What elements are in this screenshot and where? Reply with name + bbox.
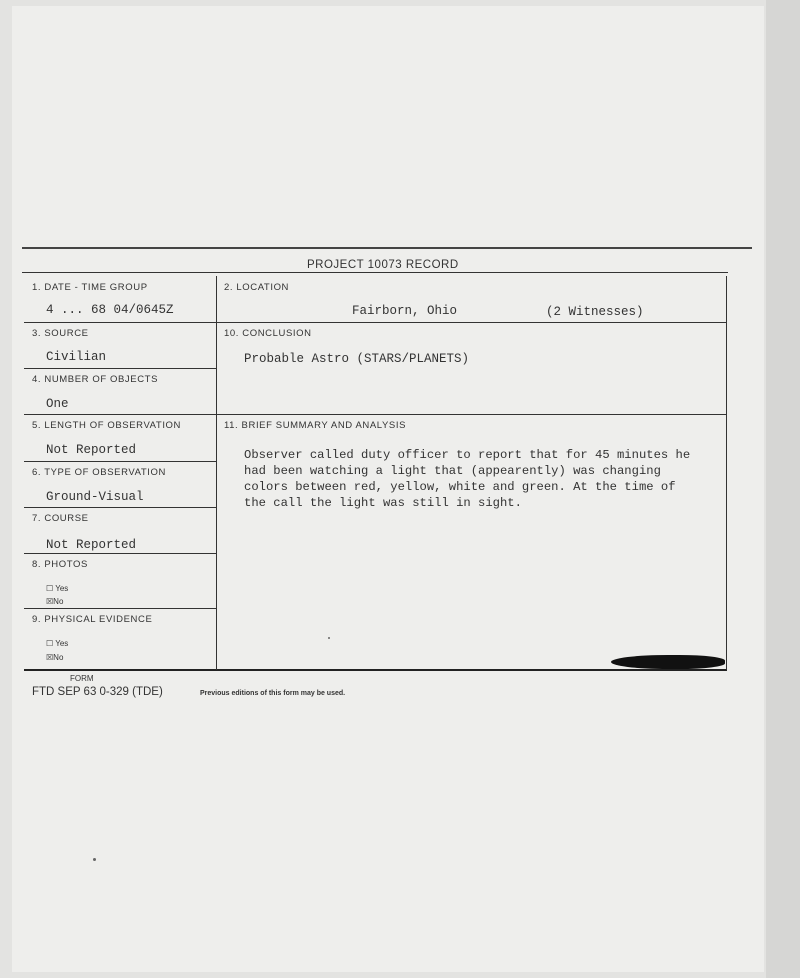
photos-label: 8. PHOTOS xyxy=(32,559,88,570)
type-label: 6. TYPE OF OBSERVATION xyxy=(32,467,166,478)
summary-line: had been watching a light that (appearently) was changing xyxy=(244,464,661,478)
summary-line: colors between red, yellow, white and green. At the time of xyxy=(244,480,676,494)
speck xyxy=(93,858,96,861)
objects-value: One xyxy=(46,397,69,411)
ink-blot xyxy=(611,655,725,669)
header-rule xyxy=(22,272,728,273)
photos-no-option: ☒No xyxy=(46,597,64,606)
evidence-label: 9. PHYSICAL EVIDENCE xyxy=(32,614,153,625)
course-label: 7. COURSE xyxy=(32,513,89,524)
row-divider-7 xyxy=(24,608,216,609)
summary-line: Observer called duty officer to report that for 45 minutes he xyxy=(244,448,691,462)
location-value: Fairborn, Ohio xyxy=(352,304,458,318)
conclusion-value: Probable Astro (STARS/PLANETS) xyxy=(244,352,470,366)
photos-yes-option: ☐ Yes xyxy=(46,584,69,593)
scan-edge xyxy=(766,0,800,978)
row-divider-5 xyxy=(24,507,216,508)
source-value: Civilian xyxy=(46,350,107,364)
evidence-yes-option: ☐ Yes xyxy=(46,639,69,648)
speck xyxy=(328,637,330,639)
witnesses-note: (2 Witnesses) xyxy=(546,305,644,319)
column-divider xyxy=(216,276,217,670)
objects-label: 4. NUMBER OF OBJECTS xyxy=(32,374,159,385)
conclusion-label: 10. CONCLUSION xyxy=(224,328,312,339)
summary-text xyxy=(244,447,722,511)
form-title: PROJECT 10073 RECORD xyxy=(307,259,459,271)
date-time-value: 4 ... 68 04/0645Z xyxy=(46,303,174,317)
row-divider-2 xyxy=(24,368,216,369)
evidence-no-option: ☒No xyxy=(46,653,64,662)
length-value: Not Reported xyxy=(46,443,137,457)
date-time-label: 1. DATE - TIME GROUP xyxy=(32,282,148,293)
row-divider-1 xyxy=(24,322,726,323)
footer-form-id: FTD SEP 63 0-329 (TDE) xyxy=(32,686,163,698)
type-value: Ground-Visual xyxy=(46,490,144,504)
source-label: 3. SOURCE xyxy=(32,328,89,339)
footer-form-word: FORM xyxy=(70,674,94,683)
footer-note: Previous editions of this form may be used. xyxy=(200,690,346,697)
course-value: Not Reported xyxy=(46,538,137,552)
location-label: 2. LOCATION xyxy=(224,282,290,293)
row-divider-4 xyxy=(24,461,216,462)
row-divider-3 xyxy=(24,414,726,415)
summary-label: 11. BRIEF SUMMARY AND ANALYSIS xyxy=(224,420,407,431)
length-label: 5. LENGTH OF OBSERVATION xyxy=(32,420,182,431)
summary-line: the call the light was still in sight. xyxy=(244,496,522,510)
top-rule xyxy=(22,247,752,249)
row-divider-6 xyxy=(24,553,216,554)
